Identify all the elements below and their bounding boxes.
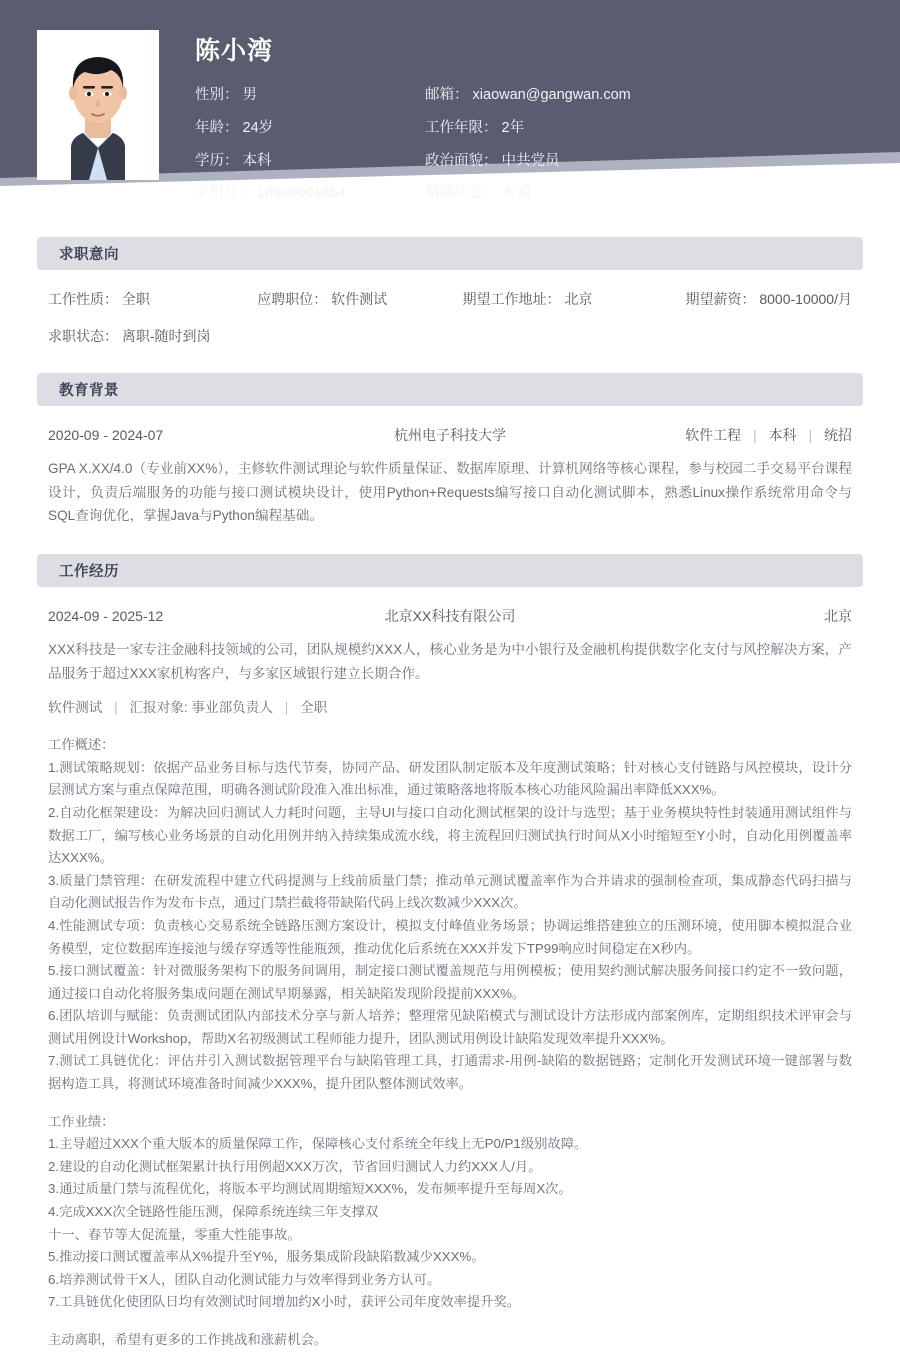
- info-experience-years: [425, 118, 900, 140]
- job-intention-row-2: [48, 327, 852, 347]
- work-achievement-item: 2.建设的自动化测试框架累计执行用例超XXX万次，节省回归测试人力约XXX人/月。: [48, 1158, 542, 1174]
- resume-body: [0, 237, 900, 1352]
- work-entry-header: [48, 606, 852, 626]
- info-gender: [195, 85, 425, 107]
- education-date-range: 2020-09 - 2024-07: [48, 427, 164, 444]
- info-political-status-label: 政治面貌：: [425, 152, 498, 169]
- divider-icon: |: [808, 427, 813, 444]
- info-email-value: xiaowan@gangwan.com: [472, 87, 631, 103]
- resume-header: [0, 0, 900, 210]
- job-intention-row-1: [48, 290, 852, 310]
- work-achievement-item: 3.通过质量门禁与流程优化，将版本平均测试周期缩短XXX%，发布频率提升至每周X次。: [48, 1181, 572, 1197]
- info-political-status: [425, 151, 900, 173]
- divider-icon: |: [753, 427, 757, 444]
- education-description: GPA X.XX/4.0（专业前XX%），主修软件测试理论与软件质量保证、数据库原理、计算机网络等核心课程，参与校园二手交易平台课程设计，负责后端服务的功能与接口测试模块设计，使用Python+Requests编写接口自动化测试脚本，熟悉Linux操作系统常用命令与SQL查询优化，掌握Java与Python编程基础。: [48, 461, 852, 523]
- divider-icon: |: [114, 700, 118, 716]
- work-achievement-item: 十一、春节等大促流量，零重大性能事故。: [48, 1226, 301, 1242]
- header-text-block: [195, 30, 900, 205]
- info-education-level-label: 学历：: [195, 152, 239, 169]
- education-meta: [522, 425, 852, 445]
- education-entry: [37, 406, 863, 527]
- page-title: 陈小湾: [195, 37, 274, 65]
- info-phone-label: 手机号：: [195, 185, 253, 202]
- field-target-position: [257, 290, 462, 310]
- field-job-nature: [48, 290, 257, 310]
- section-header-job-intention: [37, 237, 863, 270]
- info-experience-years-value: 2年: [501, 119, 525, 136]
- section-title-job-intention: 求职意向: [59, 247, 119, 263]
- education-entry-header: [48, 425, 852, 445]
- work-company-intro: XXX科技是一家专注金融科技领域的公司，团队规模约XXX人，核心业务是为中小银行及金融机构提供数字化支付与风控解决方案，产品服务于超过XXX家机构客户，与多家区域银行建立长期合作。: [48, 642, 852, 681]
- info-gender-value: 男: [242, 87, 258, 103]
- info-age: [195, 118, 425, 140]
- info-age-value: 24岁: [242, 119, 274, 136]
- field-target-location-value: 北京: [564, 291, 593, 307]
- work-overview-item: 7.测试工具链优化：评估并引入测试数据管理平台与缺陷管理工具，打通需求-用例-缺陷的数据链路；定制化开发测试环境一键部署与数据构造工具，将测试环境准备时间减少XXX%，提升团队整体测试效率。: [48, 1053, 852, 1092]
- work-achievement-item: 1.主导超过XXX个重大版本的质量保障工作，保障核心支付系统全年线上无P0/P1级别故障。: [48, 1136, 588, 1152]
- education-school-name: 杭州电子科技大学: [394, 427, 506, 444]
- divider-icon: |: [284, 700, 289, 716]
- work-overview-block: [48, 734, 852, 1351]
- field-expected-salary-label: 期望薪资：: [685, 291, 756, 307]
- work-achievement-item: 5.推动接口测试覆盖率从X%提升至Y%，服务集成阶段缺陷数减少XXX%。: [48, 1249, 485, 1265]
- info-gender-label: 性别：: [195, 87, 239, 103]
- field-target-position-label: 应聘职位：: [257, 291, 328, 307]
- section-header-work-experience: [37, 554, 863, 587]
- personal-info-grid: [195, 85, 900, 205]
- education-degree: 本科: [768, 427, 797, 444]
- info-email: [425, 85, 900, 107]
- info-marital-status-label: 婚姻状态：: [425, 185, 498, 202]
- field-job-search-status-value: 离职-随时到岗: [121, 327, 211, 344]
- work-achievement-item: 7.工具链优化使团队日均有效测试时间增加约X小时，获评公司年度效率提升奖。: [48, 1294, 521, 1310]
- info-education-level: [195, 151, 425, 173]
- job-intention-content: [37, 270, 863, 346]
- work-experience-entry: [37, 587, 863, 1351]
- work-overview-item: 4.性能测试专项：负责核心交易系统全链路压测方案设计，模拟支付峰值业务场景；协调运维搭建独立的压测环境，使用脚本模拟混合业务模型，定位数据库连接池与缓存穿透等性能瓶颈，推动优化后系统在XXX并发下TP99响应时间稳定在X秒内。: [48, 917, 852, 956]
- work-achievement-label: 工作业绩：: [48, 1113, 115, 1129]
- section-header-education: [37, 373, 863, 406]
- work-overview-item: 6.团队培训与赋能：负责测试团队内部技术分享与新人培养；整理常见缺陷模式与测试设计方法形成内部案例库，定期组织技术评审会与测试用例设计Workshop，帮助X名初级测试工程师能力提升，团队测试用例设计缺陷发现效率提升XXX%。: [48, 1008, 852, 1046]
- work-achievement-item: 6.培养测试骨干X人，团队自动化测试能力与效率得到业务方认可。: [48, 1271, 441, 1287]
- work-overview-item: 3.质量门禁管理：在研发流程中建立代码提测与上线前质量门禁；推动单元测试覆盖率作为合并请求的强制检查项，集成静态代码扫描与自动化测试报告作为发布卡点，通过门禁拦截将带缺陷代码上线次数减少XXX次。: [48, 872, 852, 911]
- info-marital-status: [425, 183, 900, 205]
- info-email-label: 邮箱：: [425, 87, 469, 103]
- field-target-position-value: 软件测试: [331, 291, 388, 307]
- field-job-nature-label: 工作性质：: [48, 291, 118, 307]
- work-date-range: 2024-09 - 2025-12: [48, 608, 164, 625]
- work-overview-item: 5.接口测试覆盖：针对微服务架构下的服务间调用，制定接口测试覆盖规范与用例模板；使用契约测试解决服务间接口约定不一致问题，通过接口自动化将服务集成问题在测试早期暴露，相关缺陷发现阶段提前XXX%。: [48, 963, 852, 1001]
- paragraph-spacer: [48, 1096, 852, 1111]
- info-experience-years-label: 工作年限：: [425, 119, 498, 136]
- work-leave-reason: 主动离职，希望有更多的工作挑战和涨薪机会。: [48, 1332, 328, 1348]
- info-political-status-value: 中共党员: [501, 152, 560, 169]
- info-phone: [195, 183, 425, 205]
- field-job-nature-value: 全职: [121, 291, 150, 307]
- field-job-search-status: [48, 327, 260, 347]
- work-company-name: 北京XX科技有限公司: [384, 608, 516, 625]
- field-expected-salary: [685, 290, 852, 310]
- work-location: 北京: [824, 608, 852, 625]
- work-job-type: 全职: [300, 700, 328, 716]
- info-education-level-value: 本科: [242, 152, 272, 169]
- education-admission-type: 统招: [824, 427, 852, 444]
- field-expected-salary-value: 8000-10000/月: [759, 291, 852, 307]
- work-overview-item: 1.测试策略规划：依据产品业务目标与迭代节奏，协同产品、研发团队制定版本及年度测试策略；针对核心支付链路与风控模块，设计分层测试方案与重点保障范围，明确各测试阶段准入准出标准，通过策略落地将版本核心功能风险漏出率降低XXX%。: [48, 759, 852, 798]
- work-overview-item: 2.自动化框架建设：为解决回归测试人力耗时问题，主导UI与接口自动化测试框架的设计与选型；基于业务模块特性封装通用测试组件与数据工厂，编写核心业务场景的自动化用例并纳入持续集成流水线，将主流程回归测试执行时间从X小时缩短至Y小时，自动化用例覆盖率达XXX%。: [48, 804, 852, 866]
- info-age-label: 年龄：: [195, 119, 239, 136]
- field-target-location: [462, 290, 685, 310]
- paragraph-spacer: [48, 1314, 852, 1329]
- work-overview-label: 工作概述：: [48, 737, 115, 753]
- section-title-work-experience: 工作经历: [59, 564, 119, 581]
- work-role-title: 软件测试: [48, 700, 103, 716]
- education-major: 软件工程: [685, 427, 742, 444]
- section-title-education: 教育背景: [59, 383, 119, 400]
- avatar: [37, 30, 159, 180]
- id-photo-icon: [37, 30, 159, 180]
- field-target-location-label: 期望工作地址：: [462, 291, 561, 307]
- work-report-to: 汇报对象: 事业部负责人: [129, 700, 273, 716]
- field-job-search-status-label: 求职状态：: [48, 327, 118, 344]
- work-role-line: [48, 696, 852, 719]
- header-content: [0, 0, 900, 205]
- info-marital-status-value: 未婚: [501, 185, 531, 202]
- work-achievement-item: 4.完成XXX次全链路性能压测，保障系统连续三年支撑双: [48, 1204, 379, 1220]
- info-phone-value: 18600001654: [257, 185, 346, 202]
